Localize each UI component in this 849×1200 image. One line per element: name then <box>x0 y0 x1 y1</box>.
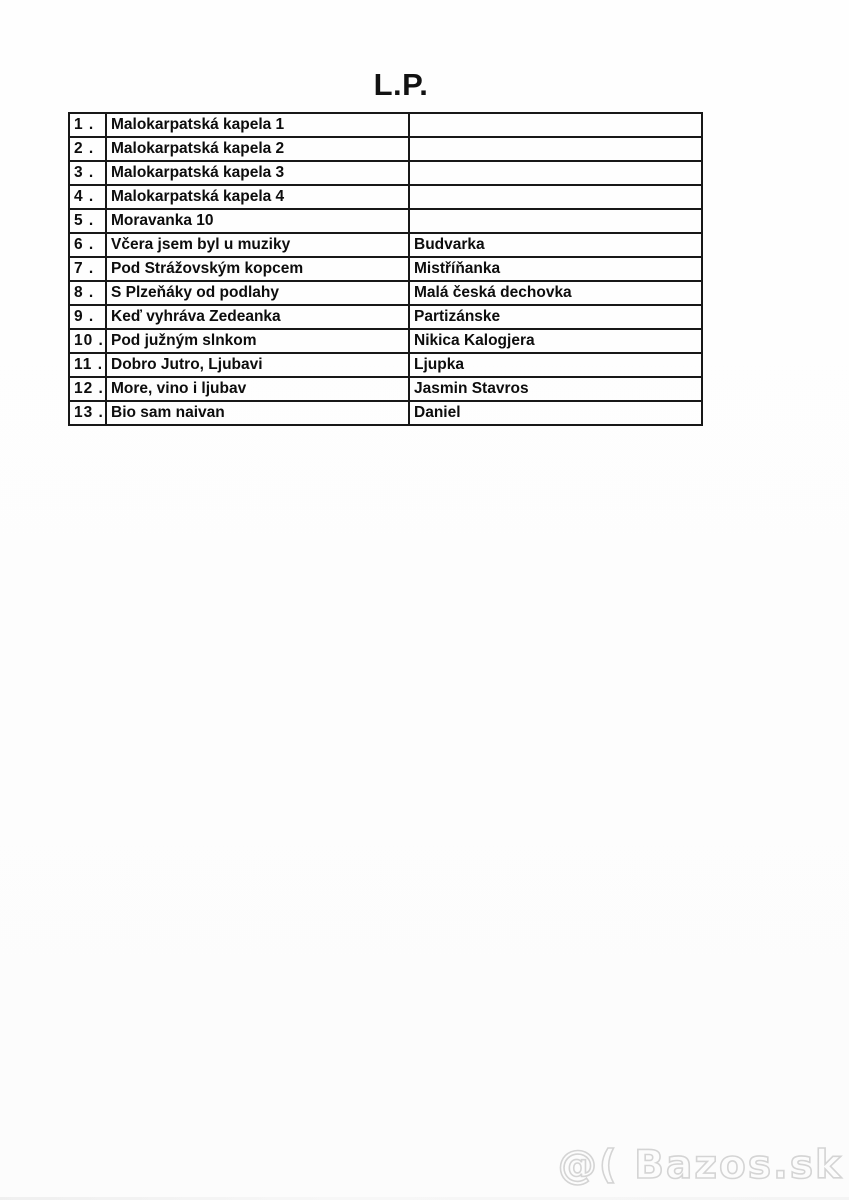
record-artist-cell <box>409 113 702 137</box>
record-title-cell: Malokarpatská kapela 1 <box>106 113 409 137</box>
table-row <box>69 137 702 161</box>
record-title-cell: Malokarpatská kapela 2 <box>106 137 409 161</box>
record-artist-cell <box>409 137 702 161</box>
record-artist-cell: Ljupka <box>409 353 702 377</box>
record-title-cell: Pod Strážovským kopcem <box>106 257 409 281</box>
record-artist-cell: Budvarka <box>409 233 702 257</box>
row-number-cell: 8 . <box>69 281 106 305</box>
table-row <box>69 161 702 185</box>
record-artist-cell: Partizánske <box>409 305 702 329</box>
record-title-cell: Moravanka 10 <box>106 209 409 233</box>
bazos-watermark: @( Bazos.sk <box>557 1143 843 1188</box>
table-row <box>69 209 702 233</box>
table-row <box>69 329 702 353</box>
table-row <box>69 401 702 425</box>
record-artist-cell: Mistříňanka <box>409 257 702 281</box>
record-title-cell: Bio sam naivan <box>106 401 409 425</box>
row-number-cell: 7 . <box>69 257 106 281</box>
row-number-cell: 5 . <box>69 209 106 233</box>
record-title-cell: Včera jsem byl u muziky <box>106 233 409 257</box>
row-number-cell: 2 . <box>69 137 106 161</box>
table-row <box>69 233 702 257</box>
record-artist-cell: Daniel <box>409 401 702 425</box>
table-row <box>69 353 702 377</box>
row-number-cell: 11 . <box>69 353 106 377</box>
document-title: L.P. <box>373 67 429 102</box>
row-number-cell: 6 . <box>69 233 106 257</box>
record-artist-cell: Jasmin Stavros <box>409 377 702 401</box>
record-title-cell: Malokarpatská kapela 3 <box>106 161 409 185</box>
row-number-cell: 10 . <box>69 329 106 353</box>
record-title-cell: More, vino i ljubav <box>106 377 409 401</box>
record-title-cell: Malokarpatská kapela 4 <box>106 185 409 209</box>
row-number-cell: 13 . <box>69 401 106 425</box>
table-row <box>69 377 702 401</box>
record-artist-cell: Malá česká dechovka <box>409 281 702 305</box>
record-title-cell: Pod južným slnkom <box>106 329 409 353</box>
table-row <box>69 113 702 137</box>
row-number-cell: 3 . <box>69 161 106 185</box>
row-number-cell: 1 . <box>69 113 106 137</box>
row-number-cell: 12 . <box>69 377 106 401</box>
table-row <box>69 185 702 209</box>
row-number-cell: 4 . <box>69 185 106 209</box>
row-number-cell: 9 . <box>69 305 106 329</box>
record-title-cell: Keď vyhráva Zedeanka <box>106 305 409 329</box>
record-title-cell: S Plzeňáky od podlahy <box>106 281 409 305</box>
record-artist-cell: Nikica Kalogjera <box>409 329 702 353</box>
lp-records-table <box>68 112 703 426</box>
record-title-cell: Dobro Jutro, Ljubavi <box>106 353 409 377</box>
table-row <box>69 305 702 329</box>
table-row <box>69 257 702 281</box>
record-artist-cell <box>409 161 702 185</box>
lp-table-body <box>69 113 702 425</box>
record-artist-cell <box>409 185 702 209</box>
table-row <box>69 281 702 305</box>
record-artist-cell <box>409 209 702 233</box>
